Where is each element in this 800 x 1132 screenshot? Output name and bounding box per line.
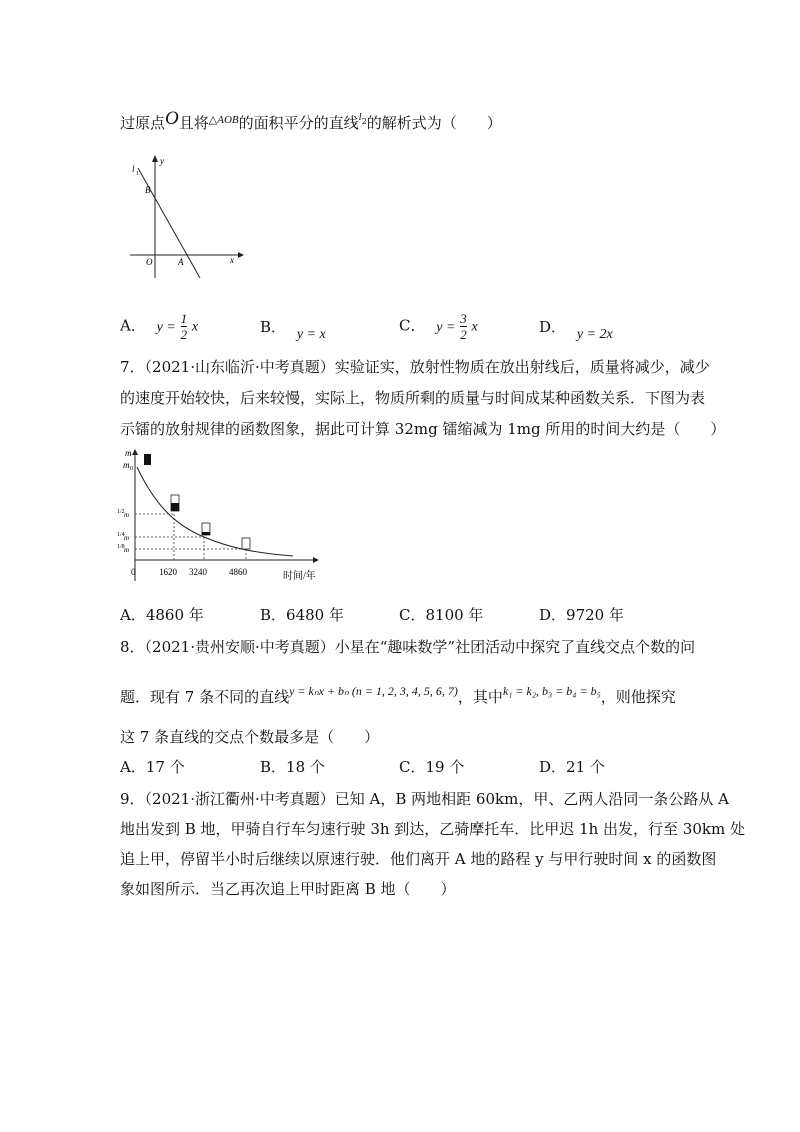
q6-line-sub: 2 — [361, 117, 367, 126]
q7-origin: 0 — [131, 567, 136, 577]
q8-eq-1: y = kₙx + bₙ (n = 1, 2, 3, 4, 5, 6, 7) — [289, 684, 458, 698]
q6-option-c-den: 2 — [460, 327, 467, 342]
q7-eighth-label: 1/8 — [117, 544, 125, 550]
q6-option-c-label: C． — [399, 316, 426, 335]
q6-option-c-var: x — [471, 319, 478, 335]
q7-y-arrow — [132, 449, 138, 455]
q7-tick-1620: 1620 — [159, 567, 177, 577]
q6-option-a-den: 2 — [180, 327, 188, 342]
q7-x-arrow — [313, 557, 319, 563]
q6-option-a-fraction — [181, 312, 188, 341]
q6-stem-c: 的面积平分的直线 — [238, 114, 359, 132]
q7-box-full — [144, 454, 151, 465]
q8-eq-2: k₁ = k₂, b₃ = b₄ = b₅ — [502, 684, 601, 698]
q7-box-quarter-fill — [202, 532, 210, 535]
q8-line-3: 这 7 条直线的交点个数最多是（ ） — [120, 728, 380, 746]
q7-y-label: m — [125, 448, 132, 458]
q6-option-a[interactable] — [120, 312, 198, 341]
q6-point-b: B — [145, 185, 151, 195]
q6-stem-b: 且将 — [178, 114, 209, 132]
q6-point-a: A — [178, 257, 184, 267]
q7-quarter-label: 1/4 — [117, 532, 125, 538]
q8-line-2-b: ，其中 — [457, 688, 503, 706]
q7-box-half-fill — [171, 503, 179, 511]
q7-half-label: 1/2 — [117, 509, 125, 515]
q8-option-a[interactable]: A．17 个 — [120, 758, 185, 776]
q7-m0-label: m — [123, 460, 130, 470]
q7-option-c[interactable]: C．8100 年 — [399, 606, 484, 624]
q6-point-o: O — [165, 108, 179, 129]
q6-point-o-graph: O — [146, 257, 153, 267]
q9-line-2: 地出发到 B 地，甲骑自行车匀速行驶 3h 到达，乙骑摩托车．比甲迟 1h 出发，行至 30km 处 — [120, 820, 745, 838]
q7-option-d[interactable]: D．9720 年 — [539, 606, 624, 624]
q9-line-4: 象如图所示．当乙再次追上甲时距离 B 地（ ） — [120, 880, 456, 898]
q6-triangle-symbol: △ — [208, 113, 218, 126]
q6-option-a-var: x — [191, 319, 199, 335]
q6-option-a-lhs: y = — [156, 319, 176, 335]
q7-m0-sub: 0 — [130, 466, 133, 472]
q7-line-1: 7．（2021·山东临沂·中考真题）实验证实，放射性物质在放出射线后，质量将减少，减少 — [120, 358, 710, 376]
q6-l1-label: l — [132, 164, 135, 174]
q7-half-m: m — [124, 511, 130, 519]
q7-decay-curve — [137, 467, 293, 556]
q7-line-2: 的速度开始较快，后来较慢，实际上，物质所剩的质量与时间成某种函数关系．下图为表 — [120, 389, 706, 407]
q7-eighth-m: m — [124, 546, 130, 554]
q6-option-b[interactable] — [260, 316, 326, 342]
q7-option-a[interactable]: A．4860 年 — [120, 606, 204, 624]
q6-option-b-label: B． — [260, 318, 287, 336]
q7-option-b[interactable]: B．6480 年 — [260, 606, 344, 624]
q7-guides — [135, 514, 246, 560]
q7-quarter-m: m — [124, 534, 130, 542]
q6-option-c-num: 3 — [460, 311, 467, 326]
q6-option-a-num: 1 — [180, 311, 188, 326]
q6-stem-d: 的解析式为（ ） — [366, 114, 502, 132]
q6-triangle-name: AOB — [217, 114, 239, 126]
q9-line-3: 追上甲，停留半小时后继续以原速行驶．他们离开 A 地的路程 y 与甲行驶时间 x 的函数图 — [120, 850, 717, 868]
q6-x-arrow — [238, 252, 244, 258]
q7-box-eighth — [242, 538, 250, 549]
q6-l1-sub: 1 — [136, 171, 139, 177]
q6-graph — [120, 150, 250, 280]
q6-option-c-lhs: y = — [436, 319, 456, 335]
q6-stem — [120, 108, 502, 133]
q6-line-name: l — [358, 111, 362, 123]
q7-line-3: 示镭的放射规律的函数图象，据此可计算 32mg 镭缩减为 1mg 所用的时间大约是（ ） — [120, 420, 726, 438]
q6-option-b-expr: y = x — [296, 327, 326, 342]
q9-line-1: 9．（2021·浙江衢州·中考真题）已知 A，B 两地相距 60km，甲、乙两人沿同一条公路从 A — [120, 790, 729, 808]
q6-x-label: x — [230, 255, 234, 265]
q8-line-2-a: 题．现有 7 条不同的直线 — [120, 688, 290, 706]
q7-graph — [115, 447, 330, 592]
q8-line-2 — [120, 684, 676, 707]
q6-option-c-fraction — [460, 312, 467, 341]
q6-option-d-label: D． — [539, 318, 567, 336]
q7-x-label: 时间/年 — [283, 571, 316, 582]
q8-line-2-c: ，则他探究 — [600, 688, 676, 706]
q8-option-c[interactable]: C．19 个 — [399, 758, 465, 776]
q6-y-label: y — [160, 156, 164, 166]
q7-tick-4860: 4860 — [229, 567, 247, 577]
q8-line-1: 8．（2021·贵州安顺·中考真题）小星在“趣味数学”社团活动中探究了直线交点个数的问 — [120, 638, 696, 656]
q8-option-b[interactable]: B．18 个 — [260, 758, 325, 776]
q6-option-d[interactable] — [539, 316, 613, 342]
q6-y-arrow — [152, 155, 158, 162]
q6-option-d-expr: y = 2x — [576, 327, 613, 342]
q6-option-a-label: A． — [120, 316, 146, 335]
q8-option-d[interactable]: D．21 个 — [539, 758, 605, 776]
q6-option-c[interactable] — [399, 312, 478, 341]
q7-tick-3240: 3240 — [189, 567, 207, 577]
q6-stem-a: 过原点 — [120, 114, 166, 132]
